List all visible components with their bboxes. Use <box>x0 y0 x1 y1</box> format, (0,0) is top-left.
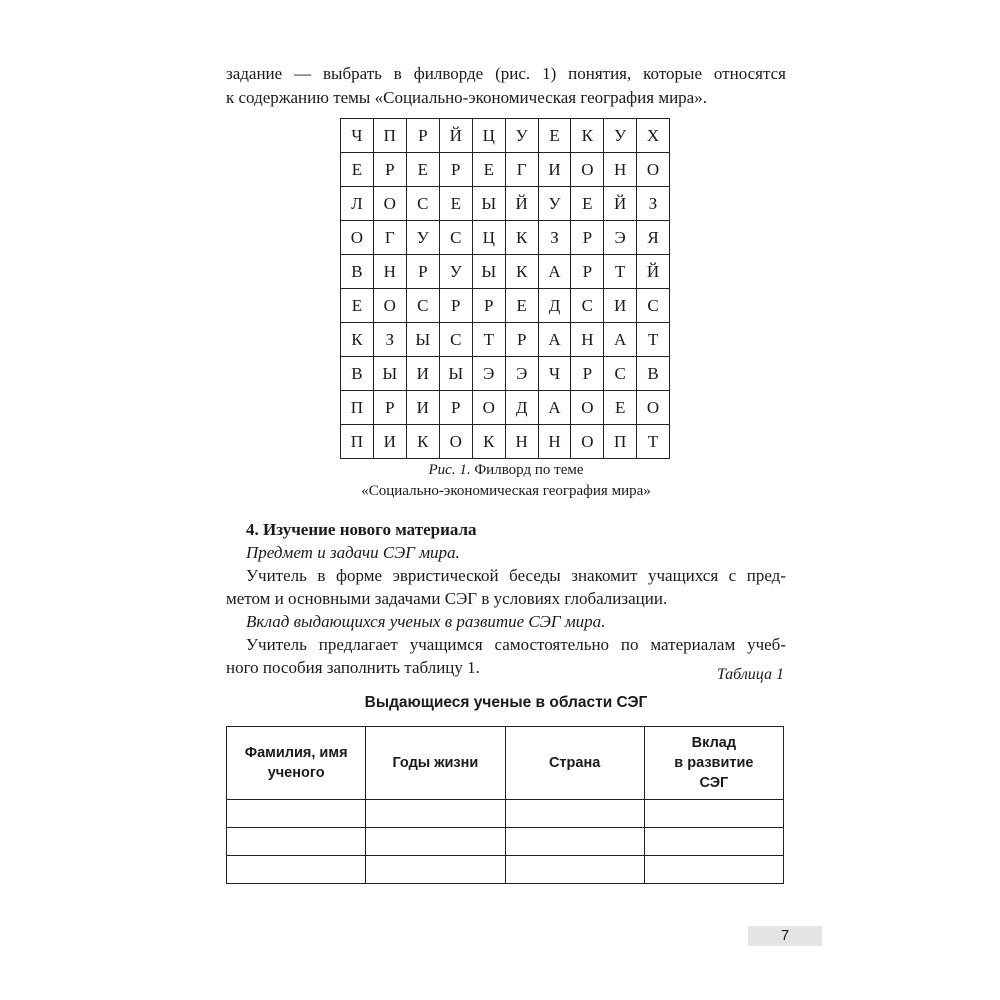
fillword-cell[interactable]: О <box>571 153 604 187</box>
fillword-cell[interactable]: Р <box>571 221 604 255</box>
fillword-cell[interactable]: К <box>505 255 538 289</box>
section-heading: 4. Изучение нового материала <box>246 520 477 539</box>
intro-line-2: к содержанию темы «Социально-экономическая география мира». <box>226 88 707 107</box>
fillword-cell[interactable]: Ц <box>472 119 505 153</box>
table-cell[interactable] <box>227 800 366 828</box>
fillword-cell[interactable]: П <box>341 425 374 459</box>
header-contribution: Вклад в развитие СЭГ <box>644 727 783 800</box>
fillword-cell[interactable]: К <box>571 119 604 153</box>
fillword-cell[interactable]: К <box>472 425 505 459</box>
fillword-cell[interactable]: З <box>373 323 406 357</box>
fillword-cell[interactable]: О <box>571 425 604 459</box>
fillword-cell[interactable]: Е <box>538 119 571 153</box>
fillword-cell[interactable]: Р <box>439 153 472 187</box>
fillword-grid <box>340 118 670 459</box>
table-cell[interactable] <box>366 856 505 884</box>
fillword-cell[interactable]: А <box>604 323 637 357</box>
fillword-cell[interactable]: Е <box>406 153 439 187</box>
fillword-cell[interactable]: В <box>341 357 374 391</box>
fillword-cell[interactable]: У <box>505 119 538 153</box>
fillword-cell[interactable]: Г <box>505 153 538 187</box>
fillword-cell[interactable]: Н <box>505 425 538 459</box>
paragraph-1-line-2: метом и основными задачами СЭГ в условиях глобализации. <box>226 589 668 608</box>
fillword-cell[interactable]: П <box>341 391 374 425</box>
fillword-cell[interactable]: Н <box>571 323 604 357</box>
fillword-cell[interactable]: Й <box>505 187 538 221</box>
fillword-row <box>341 323 670 357</box>
fillword-cell[interactable]: В <box>341 255 374 289</box>
fillword-cell[interactable]: З <box>538 221 571 255</box>
fillword-row <box>341 153 670 187</box>
fillword-cell[interactable]: Э <box>472 357 505 391</box>
table-cell[interactable] <box>366 800 505 828</box>
fillword-row <box>341 119 670 153</box>
figure-caption-text: Филворд по теме <box>474 462 584 478</box>
fillword-cell[interactable]: Э <box>505 357 538 391</box>
fillword-cell[interactable]: П <box>373 119 406 153</box>
fillword-row <box>341 289 670 323</box>
fillword-cell[interactable]: Р <box>571 255 604 289</box>
fillword-cell[interactable]: Т <box>637 425 670 459</box>
fillword-cell[interactable]: Т <box>472 323 505 357</box>
fillword-cell[interactable]: Е <box>571 187 604 221</box>
fillword-cell[interactable]: Й <box>637 255 670 289</box>
fillword-cell[interactable]: И <box>538 153 571 187</box>
fillword-cell[interactable]: Р <box>373 391 406 425</box>
fillword-row <box>341 357 670 391</box>
fillword-cell[interactable]: У <box>604 119 637 153</box>
fillword-row <box>341 255 670 289</box>
fillword-cell[interactable]: Х <box>637 119 670 153</box>
fillword-cell[interactable]: Ы <box>439 357 472 391</box>
fillword-cell[interactable]: А <box>538 391 571 425</box>
fillword-cell[interactable]: У <box>538 187 571 221</box>
fillword-cell[interactable]: В <box>637 357 670 391</box>
scientists-table <box>226 726 784 884</box>
fillword-cell[interactable]: Т <box>637 323 670 357</box>
fillword-row <box>341 221 670 255</box>
table-label: Таблица 1 <box>716 666 784 683</box>
fillword-cell[interactable]: Р <box>406 119 439 153</box>
header-country: Страна <box>505 727 644 800</box>
table-header-row <box>227 727 784 800</box>
fillword-cell[interactable]: К <box>406 425 439 459</box>
table-row <box>227 828 784 856</box>
fillword-cell[interactable]: З <box>637 187 670 221</box>
page-number: 7 <box>748 926 822 946</box>
fillword-cell[interactable]: С <box>439 323 472 357</box>
figure-number: Рис. 1. <box>428 462 471 478</box>
table-cell[interactable] <box>366 828 505 856</box>
fillword-cell[interactable]: Д <box>505 391 538 425</box>
table-cell[interactable] <box>505 828 644 856</box>
fillword-cell[interactable]: И <box>406 357 439 391</box>
fillword-cell[interactable]: И <box>604 289 637 323</box>
fillword-cell[interactable]: О <box>472 391 505 425</box>
fillword-cell[interactable]: Ы <box>406 323 439 357</box>
fillword-cell[interactable]: Ч <box>538 357 571 391</box>
fillword-cell[interactable]: Ы <box>472 187 505 221</box>
subheading-contribution: Вклад выдающихся ученых в развитие СЭГ мира. <box>246 612 606 631</box>
fillword-cell[interactable]: К <box>341 323 374 357</box>
fillword-cell[interactable]: Э <box>604 221 637 255</box>
fillword-cell[interactable]: Ц <box>472 221 505 255</box>
fillword-cell[interactable]: С <box>571 289 604 323</box>
fillword-cell[interactable]: Я <box>637 221 670 255</box>
paragraph-2-line-1: Учитель предлагает учащимся самостоятельно по материалам учеб- <box>246 635 786 654</box>
fillword-cell[interactable]: И <box>373 425 406 459</box>
fillword-cell[interactable]: Р <box>439 391 472 425</box>
fillword-cell[interactable]: Н <box>373 255 406 289</box>
table-cell[interactable] <box>227 856 366 884</box>
table-cell[interactable] <box>505 800 644 828</box>
fillword-cell[interactable]: Л <box>341 187 374 221</box>
fillword-cell[interactable]: У <box>406 221 439 255</box>
fillword-cell[interactable]: С <box>637 289 670 323</box>
figure-caption-line-1 <box>226 459 786 481</box>
fillword-cell[interactable]: Р <box>439 289 472 323</box>
fillword-cell[interactable]: Р <box>571 357 604 391</box>
fillword-row <box>341 425 670 459</box>
fillword-cell[interactable]: И <box>406 391 439 425</box>
fillword-cell[interactable]: Р <box>406 255 439 289</box>
fillword-cell[interactable]: Е <box>604 391 637 425</box>
fillword-cell[interactable]: Ч <box>341 119 374 153</box>
figure-caption-line-2: «Социально-экономическая география мира» <box>361 483 651 499</box>
paragraph-2-line-2: ного пособия заполнить таблицу 1. <box>226 658 480 677</box>
fillword-cell[interactable]: Р <box>505 323 538 357</box>
fillword-cell[interactable]: С <box>439 221 472 255</box>
table-cell[interactable] <box>644 856 783 884</box>
fillword-cell[interactable]: Р <box>472 289 505 323</box>
intro-line-1: задание — выбрать в филворде (рис. 1) понятия, которые относятся <box>226 64 786 83</box>
fillword-cell[interactable]: Й <box>604 187 637 221</box>
fillword-cell[interactable]: О <box>571 391 604 425</box>
fillword-cell[interactable]: Е <box>341 289 374 323</box>
fillword-row <box>341 187 670 221</box>
fillword-cell[interactable]: С <box>406 187 439 221</box>
fillword-cell[interactable]: П <box>604 425 637 459</box>
fillword-cell[interactable]: У <box>439 255 472 289</box>
fillword-cell[interactable]: О <box>637 391 670 425</box>
fillword-cell[interactable]: Д <box>538 289 571 323</box>
fillword-cell[interactable]: С <box>604 357 637 391</box>
fillword-cell[interactable]: О <box>637 153 670 187</box>
table-cell[interactable] <box>227 828 366 856</box>
fillword-cell[interactable]: С <box>406 289 439 323</box>
fillword-cell[interactable]: К <box>505 221 538 255</box>
fillword-cell[interactable]: А <box>538 323 571 357</box>
table-cell[interactable] <box>644 800 783 828</box>
table-title: Выдающиеся ученые в области СЭГ <box>364 694 648 711</box>
header-years: Годы жизни <box>366 727 505 800</box>
paragraph-1-line-1: Учитель в форме эвристической беседы знакомит учащихся с пред- <box>246 566 786 585</box>
fillword-cell[interactable]: Е <box>505 289 538 323</box>
fillword-cell[interactable]: О <box>341 221 374 255</box>
fillword-cell[interactable]: Й <box>439 119 472 153</box>
fillword-cell[interactable]: Е <box>341 153 374 187</box>
table-cell[interactable] <box>505 856 644 884</box>
fillword-cell[interactable]: Н <box>604 153 637 187</box>
fillword-cell[interactable]: О <box>373 289 406 323</box>
fillword-row <box>341 391 670 425</box>
fillword-cell[interactable]: А <box>538 255 571 289</box>
table-cell[interactable] <box>644 828 783 856</box>
fillword-cell[interactable]: Е <box>439 187 472 221</box>
fillword-cell[interactable]: Н <box>538 425 571 459</box>
fillword-cell[interactable]: О <box>439 425 472 459</box>
table-row <box>227 856 784 884</box>
fillword-cell[interactable]: Е <box>472 153 505 187</box>
fillword-cell[interactable]: Ы <box>373 357 406 391</box>
subheading-subject: Предмет и задачи СЭГ мира. <box>246 543 460 562</box>
fillword-cell[interactable]: Т <box>604 255 637 289</box>
fillword-cell[interactable]: О <box>373 187 406 221</box>
fillword-cell[interactable]: Г <box>373 221 406 255</box>
header-name: Фамилия, имя ученого <box>227 727 366 800</box>
fillword-cell[interactable]: Р <box>373 153 406 187</box>
table-row <box>227 800 784 828</box>
fillword-cell[interactable]: Ы <box>472 255 505 289</box>
